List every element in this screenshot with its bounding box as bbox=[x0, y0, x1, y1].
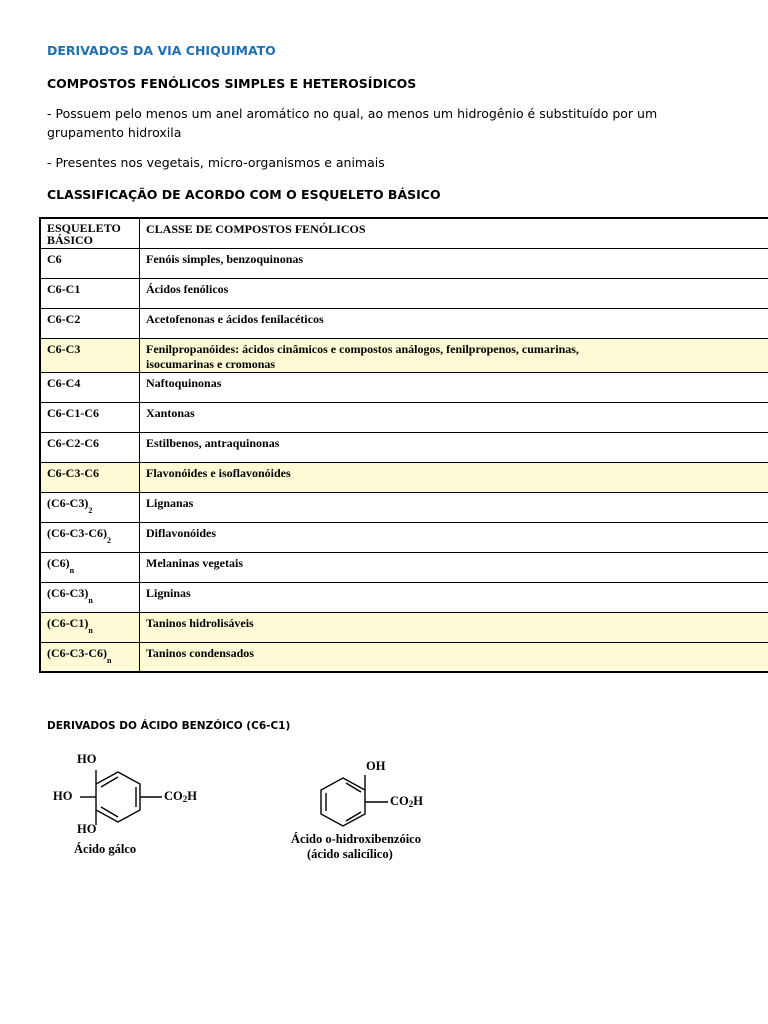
header-class: CLASSE DE COMPOSTOS FENÓLICOS bbox=[140, 218, 768, 248]
skeleton-label: (C6) bbox=[47, 555, 70, 570]
skeleton-cell bbox=[40, 338, 140, 372]
skeleton-label: C6-C1-C6 bbox=[47, 405, 99, 420]
skeleton-subscript: 2 bbox=[106, 535, 111, 545]
class-cell: Flavonóides e isoflavonóides bbox=[140, 462, 768, 492]
table-body bbox=[40, 248, 768, 672]
class-cell: Xantonas bbox=[140, 402, 768, 432]
class-cell: Lignanas bbox=[140, 492, 768, 522]
document-subtitle: COMPOSTOS FENÓLICOS SIMPLES E HETEROSÍDICOS bbox=[47, 76, 417, 91]
skeleton-cell bbox=[40, 402, 140, 432]
class-cell: Ligninas bbox=[140, 582, 768, 612]
skeleton-cell bbox=[40, 612, 140, 642]
class-cell: Diflavonóides bbox=[140, 522, 768, 552]
skeleton-subscript: n bbox=[106, 655, 112, 665]
skeleton-subscript: 2 bbox=[88, 505, 93, 515]
skeleton-cell bbox=[40, 248, 140, 278]
table-row bbox=[40, 402, 768, 432]
class-cell: Fenóis simples, benzoquinonas bbox=[140, 248, 768, 278]
skeleton-label: (C6-C3-C6) bbox=[47, 525, 107, 540]
table-row bbox=[40, 462, 768, 492]
bullet-presence: - Presentes nos vegetais, micro-organismos e animais bbox=[47, 155, 385, 170]
gallic-co2h: $CO_2H$ bbox=[164, 789, 197, 804]
gallic-acid-name: Ácido gálco bbox=[74, 842, 137, 856]
skeleton-label: C6 bbox=[47, 251, 62, 266]
phenolic-classification-table bbox=[39, 217, 768, 673]
skeleton-label: C6-C4 bbox=[47, 375, 81, 390]
skeleton-cell bbox=[40, 432, 140, 462]
class-cell: Naftoquinonas bbox=[140, 372, 768, 402]
class-cell: Taninos hidrolisáveis bbox=[140, 612, 768, 642]
skeleton-label: C6-C2 bbox=[47, 311, 81, 326]
skeleton-label: C6-C2-C6 bbox=[47, 435, 99, 450]
skeleton-cell bbox=[40, 582, 140, 612]
skeleton-subscript: n bbox=[88, 625, 93, 635]
table-row bbox=[40, 432, 768, 462]
salicylic-co2h: $CO_2H$ bbox=[390, 794, 423, 809]
skeleton-cell bbox=[40, 492, 140, 522]
class-cell: Estilbenos, antraquinonas bbox=[140, 432, 768, 462]
skeleton-cell bbox=[40, 462, 140, 492]
skeleton-cell bbox=[40, 278, 140, 308]
gallic-ho-left: HO bbox=[53, 789, 73, 803]
section-benzoic-heading: DERIVADOS DO ÁCIDO BENZÓICO (C6-C1) bbox=[47, 720, 291, 732]
skeleton-label: C6-C1 bbox=[47, 281, 81, 296]
table-row bbox=[40, 612, 768, 642]
header-skeleton: ESQUELETO BÁSICO bbox=[40, 218, 140, 248]
bullet-aromatic-ring: - Possuem pelo menos um anel aromático no qual, ao menos um hidrogênio é substituído por um grupamento hidroxila bbox=[47, 106, 658, 140]
salicylic-acid-ring bbox=[321, 775, 388, 826]
class-cell: Melaninas vegetais bbox=[140, 552, 768, 582]
classification-heading: CLASSIFICAÇÃO DE ACORDO COM O ESQUELETO BÁSICO bbox=[47, 187, 441, 202]
table-row bbox=[40, 248, 768, 278]
salicylic-name-line1: Ácido o-hidroxibenzóico bbox=[291, 832, 421, 846]
skeleton-cell bbox=[40, 552, 140, 582]
class-cell: Fenilpropanóides: ácidos cinâmicos e compostos análogos, fenilpropenos, cumarinas, isocumarinas e cromonas bbox=[140, 338, 768, 372]
table-row bbox=[40, 522, 768, 552]
skeleton-label: (C6-C3-C6) bbox=[47, 645, 107, 660]
table-row bbox=[40, 308, 768, 338]
skeleton-cell bbox=[40, 522, 140, 552]
skeleton-label: C6-C3 bbox=[47, 341, 81, 356]
salicylic-name-line2: (ácido salicílico) bbox=[307, 847, 393, 861]
skeleton-cell bbox=[40, 372, 140, 402]
gallic-acid-ring bbox=[80, 770, 162, 825]
skeleton-cell bbox=[40, 308, 140, 338]
skeleton-subscript: n bbox=[88, 595, 93, 605]
class-cell: Acetofenonas e ácidos fenilacéticos bbox=[140, 308, 768, 338]
skeleton-label: C6-C3-C6 bbox=[47, 465, 99, 480]
class-cell: Ácidos fenólicos bbox=[140, 278, 768, 308]
skeleton-cell bbox=[40, 642, 140, 672]
table-row bbox=[40, 338, 768, 372]
gallic-ho-bottom: HO bbox=[77, 822, 97, 836]
table-row bbox=[40, 642, 768, 672]
table-row bbox=[40, 552, 768, 582]
table-row bbox=[40, 582, 768, 612]
gallic-ho-top: HO bbox=[77, 752, 97, 766]
table-row bbox=[40, 278, 768, 308]
class-cell: Taninos condensados bbox=[140, 642, 768, 672]
skeleton-subscript: n bbox=[69, 565, 75, 575]
document-title: DERIVADOS DA VIA CHIQUIMATO bbox=[47, 43, 276, 58]
skeleton-label: (C6-C3) bbox=[47, 585, 89, 600]
salicylic-oh: OH bbox=[366, 759, 386, 773]
skeleton-label: (C6-C1) bbox=[47, 615, 89, 630]
table-header-row bbox=[40, 218, 768, 248]
skeleton-label: (C6-C3) bbox=[47, 495, 89, 510]
table-row bbox=[40, 372, 768, 402]
table-row bbox=[40, 492, 768, 522]
